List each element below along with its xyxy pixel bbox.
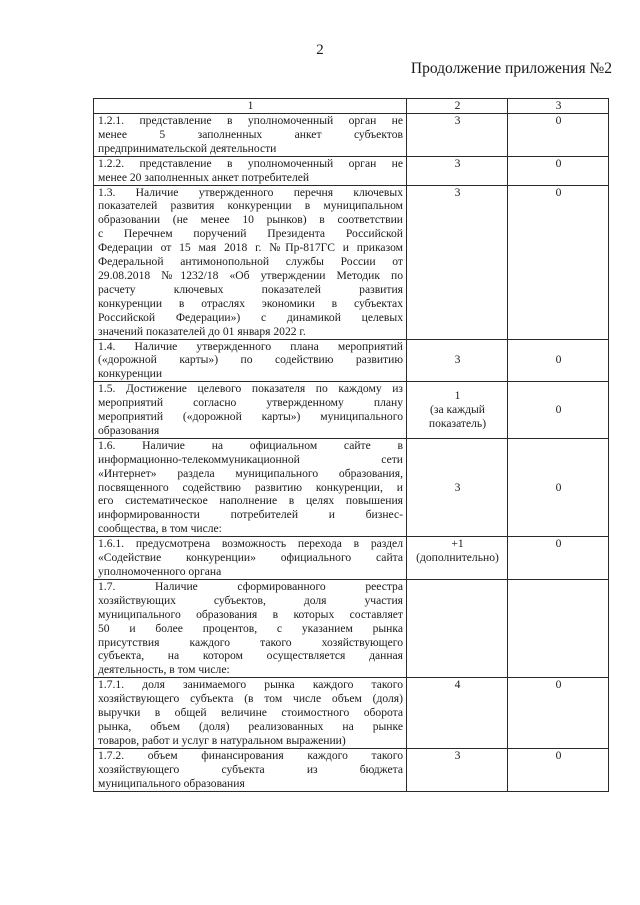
- criterion-line: 1.4. Наличие утвержденного плана мероприятий: [98, 339, 403, 353]
- criterion-description: [94, 678, 407, 749]
- score-cell: [407, 678, 508, 749]
- header-cell-1: 1: [94, 99, 407, 114]
- score-line: показатель): [428, 416, 487, 430]
- criterion-line: субъекта, на котором осуществляется данная: [98, 649, 403, 663]
- criterion-line: («дорожной карты») по содействию развитию: [98, 353, 403, 367]
- criterion-description: [94, 438, 407, 536]
- table-row: [94, 114, 609, 157]
- extra-score-cell: 0: [508, 185, 609, 339]
- criterion-line: мероприятий согласно утвержденному плану: [98, 396, 403, 410]
- score-line: 3: [454, 156, 461, 170]
- extra-score-cell: 0: [508, 438, 609, 536]
- criterion-line: 1.7.1. доля занимаемого рынка каждого такого: [98, 678, 403, 692]
- extra-score-cell: 0: [508, 537, 609, 580]
- criterion-line: сообщества, в том числе:: [98, 522, 222, 536]
- criterion-line: хозяйствующих субъектов, доля участия: [98, 593, 403, 607]
- extra-score-cell: 0: [508, 748, 609, 791]
- score-cell: [407, 579, 508, 677]
- criterion-line: 1.2.1. представление в уполномоченный орган не: [98, 114, 403, 127]
- score-line: +1: [451, 537, 464, 551]
- table-row: [94, 339, 609, 382]
- page-number: 2: [316, 42, 324, 58]
- appendix-continuation-title: Продолжение приложения №2: [410, 60, 612, 77]
- table-row: [94, 579, 609, 677]
- criterion-line: Российской Федерации») с динамикой целевых: [98, 310, 403, 324]
- score-line: 3: [454, 748, 461, 762]
- criterion-line: образовании (не менее 10 рынков) в соответствии: [98, 213, 403, 227]
- criterion-description: [94, 579, 407, 677]
- table-row: [94, 748, 609, 791]
- criterion-line: 1.2.2. представление в уполномоченный орган не: [98, 156, 403, 170]
- criterion-line: 1.6. Наличие на официальном сайте в: [98, 438, 403, 452]
- criterion-description: [94, 185, 407, 339]
- criterion-description: [94, 114, 407, 157]
- criterion-line: 50 и более процентов, с указанием рынка: [98, 621, 403, 635]
- criterion-line: товаров, работ и услуг в натуральном выражении): [98, 733, 346, 747]
- criterion-line: показателей развития конкуренции в муниципальном: [98, 199, 403, 213]
- extra-score-cell: 0: [508, 114, 609, 157]
- table-row: [94, 382, 609, 439]
- extra-score-cell: 0: [508, 382, 609, 439]
- score-line: (за каждый: [430, 403, 485, 417]
- criterion-line: его систематическое наполнение в целях повышения: [98, 494, 403, 508]
- criterion-line: 29.08.2018 №1232/18 «Об утверждении Методик по: [98, 268, 403, 282]
- criterion-line: менее 20 заполненных анкет потребителей: [98, 170, 310, 184]
- extra-score-cell: 0: [508, 156, 609, 185]
- extra-score-cell: 0: [508, 339, 609, 382]
- extra-score-cell: [508, 579, 609, 677]
- criterion-line: 1.7.2. объем финансирования каждого такого: [98, 748, 403, 762]
- criterion-line: значений показателей до 01 января 2022 г.: [98, 324, 306, 338]
- score-cell: [407, 185, 508, 339]
- criterion-line: 1.5. Достижение целевого показателя по каждому из: [98, 382, 403, 396]
- criterion-line: рынка, объем (доля) реализованных на рынке: [98, 719, 403, 733]
- header-cell-2: 2: [407, 99, 508, 114]
- table-row: [94, 185, 609, 339]
- criterion-description: [94, 537, 407, 580]
- criterion-line: присутствия каждого такого хозяйствующего: [98, 635, 403, 649]
- criterion-line: деятельность, в том числе:: [98, 663, 230, 677]
- criterion-line: 1.7. Наличие сформированного реестра: [98, 579, 403, 593]
- criterion-line: конкуренции в отраслях экономики в субъектах: [98, 296, 403, 310]
- criteria-table: [93, 98, 609, 792]
- criterion-line: 1.3. Наличие утвержденного перечня ключевых: [98, 185, 403, 199]
- criterion-line: муниципального образования: [98, 776, 245, 790]
- criterion-line: информационно-телекоммуникационной сети: [98, 452, 403, 466]
- criterion-line: с Перечнем поручений Президента Российской: [98, 227, 403, 241]
- criterion-line: хозяйствующего субъекта (в том числе объем (доля): [98, 692, 403, 706]
- extra-score-cell: 0: [508, 678, 609, 749]
- score-cell: [407, 438, 508, 536]
- score-line: 3: [454, 353, 461, 367]
- criterion-line: предпринимательской деятельности: [98, 141, 277, 155]
- score-cell: [407, 339, 508, 382]
- criterion-description: [94, 382, 407, 439]
- criterion-line: конкуренции: [98, 367, 163, 381]
- score-cell: [407, 748, 508, 791]
- criterion-line: посвященного содействию развитию конкуренции, и: [98, 480, 403, 494]
- criterion-line: выручки в общей величине стоимостного оборота: [98, 706, 403, 720]
- criterion-line: «Содействие конкуренции» официального сайта: [98, 551, 403, 565]
- score-line: 3: [454, 480, 461, 494]
- criterion-line: «Интернет» раздела муниципального образования,: [98, 466, 403, 480]
- criterion-line: уполномоченного органа: [98, 565, 222, 578]
- score-cell: [407, 114, 508, 157]
- criterion-line: расчету ключевых показателей развития: [98, 282, 403, 296]
- score-line: 3: [454, 185, 461, 199]
- score-line: 3: [454, 114, 461, 127]
- criterion-line: муниципального образования в которых составляет: [98, 607, 403, 621]
- table-row: [94, 678, 609, 749]
- criterion-line: хозяйствующего субъекта из бюджета: [98, 762, 403, 776]
- criteria-table-body: [94, 99, 609, 792]
- table-row: [94, 438, 609, 536]
- table-row: [94, 156, 609, 185]
- score-cell: [407, 156, 508, 185]
- criterion-line: мероприятий («дорожной карты») муниципального: [98, 410, 403, 424]
- criterion-line: менее 5 заполненных анкет субъектов: [98, 127, 403, 141]
- score-cell: [407, 382, 508, 439]
- table-header-row: [94, 99, 609, 114]
- score-line: 4: [454, 678, 461, 692]
- header-cell-3: 3: [508, 99, 609, 114]
- criterion-line: 1.6.1. предусмотрена возможность перехода в раздел: [98, 537, 403, 551]
- criterion-description: [94, 156, 407, 185]
- score-line: (дополнительно): [416, 551, 499, 565]
- table-row: [94, 537, 609, 580]
- criterion-line: информированности потребителей и бизнес-: [98, 508, 403, 522]
- criterion-line: Федерации от 15 мая 2018 г. №Пр-817ГС и приказом: [98, 241, 403, 255]
- criterion-description: [94, 339, 407, 382]
- score-line: 1: [454, 389, 461, 403]
- score-cell: [407, 537, 508, 580]
- criterion-description: [94, 748, 407, 791]
- criterion-line: образования: [98, 423, 160, 437]
- criterion-line: Федеральной антимонопольной службы России от: [98, 255, 403, 269]
